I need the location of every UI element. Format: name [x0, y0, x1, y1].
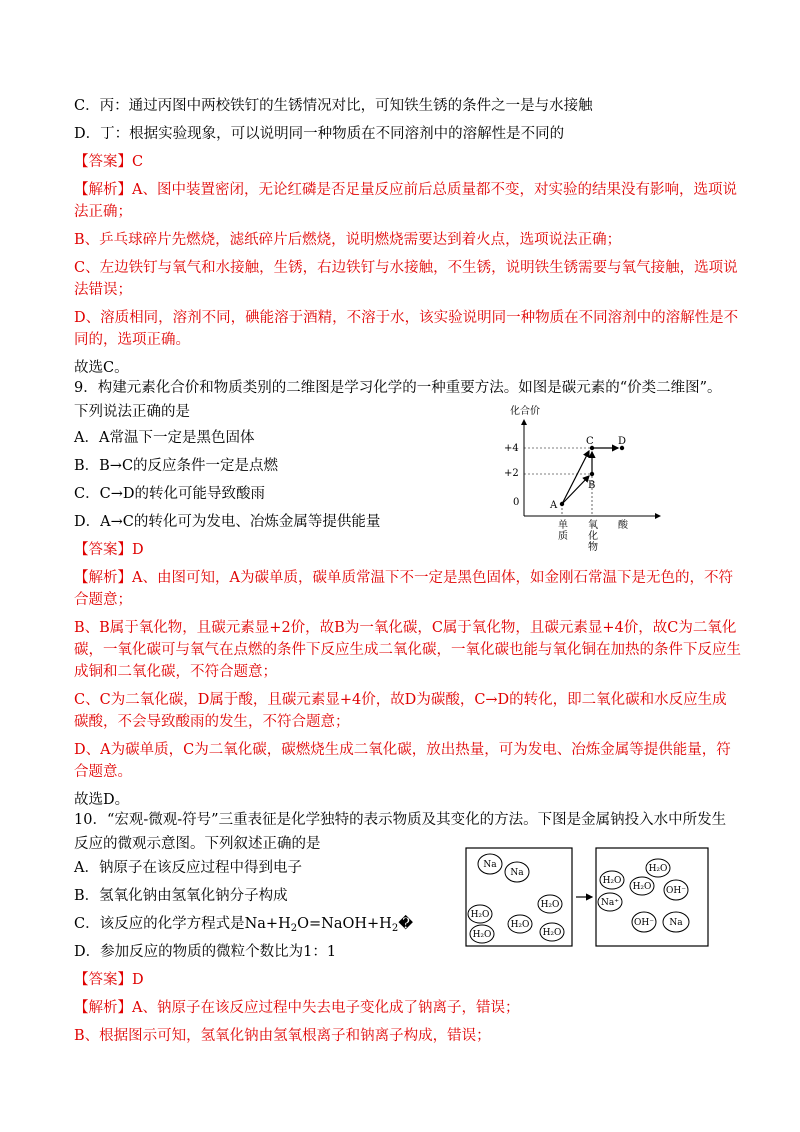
equation-part-1: Na+H [244, 916, 291, 932]
q8-explanation-4: C、左边铁钉与氧气和水接触，生锈，右边铁钉与水接触，不生锈，说明铁生锈需要与氧气接触，选项说 [74, 260, 738, 276]
valence-class-chart [500, 404, 670, 553]
y-tick-plus4: +4 [504, 443, 519, 454]
q10-option-a: A．钠原子在该反应过程中得到电子 [74, 860, 302, 876]
q10-explanation-2: B、根据图示可知，氢氧化钠由氢氧根离子和钠离子构成，错误； [74, 1028, 491, 1044]
q9-option-c: C．C→D的转化可能导致酸雨 [74, 486, 265, 502]
x-tick-element: 单质 [558, 520, 568, 542]
q9-explanation-4: 碳，一氧化碳可与氧气在点燃的条件下反应生成二氧化碳，一氧化碳也能与氧化铜在加热的条件下反应生 [74, 642, 741, 658]
point-b [590, 472, 594, 476]
q9-option-b: B．B→C的反应条件一定是点燃 [74, 458, 279, 474]
point-a-label: A [550, 500, 558, 511]
svg-text:OH⁻: OH⁻ [666, 886, 686, 896]
y-axis-label: 化合价 [510, 406, 540, 417]
svg-text:H₂O: H₂O [540, 900, 560, 910]
svg-text:Na: Na [510, 868, 524, 878]
equation-subscript-1: 2 [290, 923, 298, 934]
q8-explanation-2: 法正确； [74, 204, 132, 220]
q8-explanation-5: 法错误； [74, 282, 132, 298]
svg-text:Na: Na [669, 918, 683, 928]
equation-tail: � [398, 916, 414, 932]
q9-explanation-9: 合题意。 [74, 764, 132, 780]
q9-explanation-8: D、A为碳单质，C为二氧化碳，碳燃烧生成二氧化碳，放出热量，可为发电、冶炼金属等提供能量，符 [74, 742, 731, 758]
q9-explanation-7: 碳酸，不会导致酸雨的发生，不符合题意； [74, 714, 350, 730]
q9-explanation-1: 【解析】A、由图可知，A为碳单质，碳单质常温下不一定是黑色固体，如金刚石常温下是无色的，不符 [74, 570, 733, 586]
q10-option-d: D．参加反应的物质的微粒个数比为1：1 [74, 944, 337, 960]
svg-text:H₂O: H₂O [542, 928, 562, 938]
svg-text:H₂O: H₂O [472, 930, 492, 940]
point-c-label: C [586, 436, 594, 447]
svg-text:H₂O: H₂O [648, 864, 668, 874]
sodium-water-reaction-diagram [464, 846, 712, 948]
q9-stem-2: 下列说法正确的是 [74, 404, 190, 420]
arrow-a-to-b [562, 476, 589, 504]
q9-option-d: D．A→C的转化可为发电、冶炼金属等提供能量 [74, 514, 381, 530]
q10-stem-1: 10．“宏观-微观-符号”三重表征是化学独特的表示物质及其变化的方法。下图是金属钠投入水中所发生 [74, 812, 727, 828]
q8-explanation-1: 【解析】A、图中装置密闭，无论红磷是否足量反应前后总质量都不变，对实验的结果没有影响，选项说 [74, 182, 737, 198]
q9-answer: 【答案】D [74, 542, 144, 558]
point-b-label: B [588, 480, 596, 491]
equation-part-2: O=NaOH+H [297, 916, 392, 932]
q8-explanation-6: D、溶质相同，溶剂不同，碘能溶于酒精，不溶于水，该实验说明同一种物质在不同溶剂中的溶解性是不 [74, 310, 739, 326]
x-tick-acid: 酸 [618, 520, 628, 531]
q9-explanation-6: C、C为二氧化碳，D属于酸，且碳元素显+4价，故D为碳酸，C→D的转化，即二氧化碳和水反应生成 [74, 692, 727, 708]
x-tick-oxide: 氧化物 [588, 520, 598, 553]
equation-subscript-2: 2 [391, 923, 399, 934]
y-tick-zero: 0 [513, 497, 520, 508]
q8-conclusion: 故选C。 [74, 360, 129, 376]
q10-answer: 【答案】D [74, 972, 144, 988]
q8-answer: 【答案】C [74, 154, 144, 170]
q9-explanation-5: 成铜和二氧化碳，不符合题意； [74, 664, 277, 680]
q9-explanation-2: 合题意； [74, 592, 132, 608]
q10-explanation-1: 【解析】A、钠原子在该反应过程中失去电子变化成了钠离子，错误； [74, 1000, 520, 1016]
point-a [560, 502, 564, 506]
q10-stem-2: 反应的微观示意图。下列叙述正确的是 [74, 836, 321, 852]
svg-text:H₂O: H₂O [602, 876, 622, 886]
point-d-label: D [618, 436, 627, 447]
q9-conclusion: 故选D。 [74, 792, 130, 808]
q9-option-a: A．A常温下一定是黑色固体 [74, 430, 255, 446]
q8-option-d: D．丁：根据实验现象，可以说明同一种物质在不同溶剂中的溶解性是不同的 [74, 126, 565, 142]
svg-text:H₂O: H₂O [510, 920, 530, 930]
svg-text:H₂O: H₂O [632, 882, 652, 892]
q8-explanation-3: B、乒乓球碎片先燃烧，滤纸碎片后燃烧，说明燃烧需要达到着火点，选项说法正确； [74, 232, 622, 248]
q9-explanation-3: B、B属于氧化物，且碳元素显+2价，故B为一氧化碳，C属于氧化物，且碳元素显+4价，故C为二氧化 [74, 620, 737, 636]
svg-text:H₂O: H₂O [470, 910, 490, 920]
q8-explanation-7: 同的，选项正确。 [74, 332, 190, 348]
svg-text:Na: Na [483, 860, 497, 870]
arrow-a-to-c [562, 451, 589, 504]
q10-option-c-prefix: C．该反应的化学方程式是 [74, 916, 245, 932]
q8-option-c: C．丙：通过丙图中两校铁钉的生锈情况对比，可知铁生锈的条件之一是与水接触 [74, 98, 593, 114]
y-tick-plus2: +2 [504, 468, 519, 479]
q9-stem-1: 9．构建元素化合价和物质类别的二维图是学习化学的一种重要方法。如图是碳元素的“价类二维图”。 [74, 380, 722, 396]
svg-text:Na⁺: Na⁺ [601, 898, 619, 908]
products-box [596, 848, 708, 946]
q10-option-b: B．氢氧化钠由氢氧化钠分子构成 [74, 888, 288, 904]
svg-text:OH⁻: OH⁻ [634, 918, 654, 928]
q10-option-c [74, 914, 413, 934]
